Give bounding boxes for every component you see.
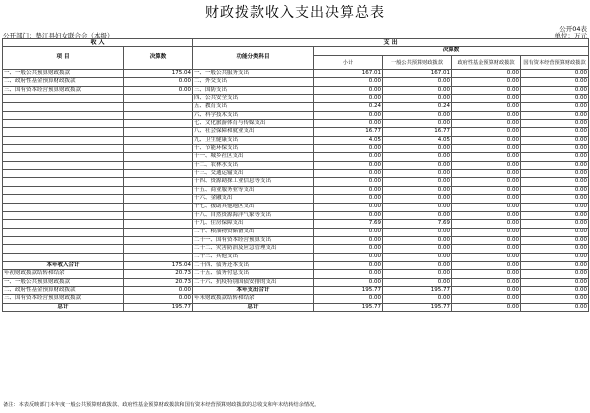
gov-fund-cell: 0.00 <box>452 278 521 286</box>
state-capital-cell: 0.00 <box>521 295 589 303</box>
income-item-cell <box>3 128 124 136</box>
state-capital-cell: 0.00 <box>521 286 589 294</box>
table-row <box>3 170 589 178</box>
table-row <box>3 86 589 94</box>
income-item-cell: 二、政府性基金预算财政拨款 <box>3 78 124 86</box>
income-item-cell <box>3 195 124 203</box>
expense-item-cell: 本年支出合计 <box>193 286 314 294</box>
state-capital-cell: 0.00 <box>521 70 589 78</box>
general-budget-cell: 0.00 <box>383 78 452 86</box>
state-capital-cell: 0.00 <box>521 111 589 119</box>
general-budget-cell: 0.00 <box>383 203 452 211</box>
income-item-cell <box>3 186 124 194</box>
table-row <box>3 70 589 78</box>
state-capital-cell: 0.00 <box>521 120 589 128</box>
income-amount-cell <box>124 95 193 103</box>
general-budget-cell: 167.01 <box>383 70 452 78</box>
gov-fund-cell: 0.00 <box>452 86 521 94</box>
table-row <box>3 95 589 103</box>
general-budget-cell: 0.00 <box>383 111 452 119</box>
subtotal-cell: 0.00 <box>314 195 383 203</box>
income-item-cell <box>3 170 124 178</box>
gov-fund-cell: 0.00 <box>452 253 521 261</box>
income-amount-cell <box>124 245 193 253</box>
subtotal-cell: 0.00 <box>314 170 383 178</box>
expense-item-cell: 十九、住房保障支出 <box>193 220 314 228</box>
state-capital-cell: 0.00 <box>521 161 589 169</box>
expense-item-cell: 二十三、其他支出 <box>193 253 314 261</box>
subtotal-cell: 0.00 <box>314 203 383 211</box>
income-amount-cell <box>124 228 193 236</box>
income-item-cell <box>3 161 124 169</box>
general-budget-cell: 0.00 <box>383 295 452 303</box>
expense-item-cell: 十二、农林水支出 <box>193 161 314 169</box>
general-budget-cell: 0.00 <box>383 270 452 278</box>
general-budget-cell: 0.00 <box>383 236 452 244</box>
state-capital-cell: 0.00 <box>521 86 589 94</box>
expense-item-cell: 四、公共安全支出 <box>193 95 314 103</box>
state-capital-cell: 0.00 <box>521 136 589 144</box>
subtotal-cell: 4.05 <box>314 136 383 144</box>
gov-fund-cell: 0.00 <box>452 295 521 303</box>
general-budget-cell: 195.77 <box>383 303 452 311</box>
expense-item-cell: 十七、援助其他地区支出 <box>193 203 314 211</box>
income-item-cell <box>3 203 124 211</box>
table-row <box>3 261 589 269</box>
expense-item-cell: 九、卫生健康支出 <box>193 136 314 144</box>
state-capital-cell: 0.00 <box>521 186 589 194</box>
function-item-header: 功能分类科目 <box>193 47 314 70</box>
subtotal-cell: 195.77 <box>314 303 383 311</box>
income-amount-cell <box>124 253 193 261</box>
gov-fund-cell: 0.00 <box>452 95 521 103</box>
state-capital-cell: 0.00 <box>521 220 589 228</box>
state-capital-cell: 0.00 <box>521 95 589 103</box>
gov-fund-cell: 0.00 <box>452 220 521 228</box>
state-capital-cell: 0.00 <box>521 303 589 311</box>
table-row <box>3 186 589 194</box>
expense-item-cell: 三、国防支出 <box>193 86 314 94</box>
income-amount-cell: 175.04 <box>124 261 193 269</box>
table-row <box>3 220 589 228</box>
general-budget-cell: 195.77 <box>383 286 452 294</box>
report-title: 财政拨款收入支出决算总表 <box>205 5 385 21</box>
income-item-cell: 总计 <box>3 303 124 311</box>
subtotal-cell: 0.00 <box>314 245 383 253</box>
expense-item-cell: 十三、交通运输支出 <box>193 170 314 178</box>
gov-fund-cell: 0.00 <box>452 261 521 269</box>
table-row <box>3 236 589 244</box>
income-item-cell: 年初财政拨款结转和结余 <box>3 270 124 278</box>
expense-item-cell: 年末财政拨款结转和结余 <box>193 295 314 303</box>
income-item-cell <box>3 136 124 144</box>
income-item-cell <box>3 253 124 261</box>
income-item-cell <box>3 153 124 161</box>
general-budget-cell: 0.00 <box>383 95 452 103</box>
gov-fund-header: 政府性基金预算财政拨款 <box>452 56 521 70</box>
general-budget-cell: 0.00 <box>383 278 452 286</box>
table-row <box>3 161 589 169</box>
income-amount-cell: 175.04 <box>124 70 193 78</box>
state-capital-cell: 0.00 <box>521 261 589 269</box>
gov-fund-cell: 0.00 <box>452 136 521 144</box>
general-budget-cell: 0.00 <box>383 178 452 186</box>
income-item-cell <box>3 103 124 111</box>
expense-item-cell: 七、文化旅游体育与传媒支出 <box>193 120 314 128</box>
table-row <box>3 178 589 186</box>
expense-item-cell: 二、外交支出 <box>193 78 314 86</box>
income-amount-cell <box>124 145 193 153</box>
state-capital-cell: 0.00 <box>521 128 589 136</box>
income-amount-cell: 0.00 <box>124 286 193 294</box>
income-amount-cell: 0.00 <box>124 86 193 94</box>
gov-fund-cell: 0.00 <box>452 203 521 211</box>
expense-item-cell: 二十六、抗疫特别国债安排的支出 <box>193 278 314 286</box>
income-amount-cell <box>124 195 193 203</box>
unit-label: 单位：万元 <box>554 32 587 40</box>
subtotal-cell: 0.00 <box>314 228 383 236</box>
general-budget-cell: 0.00 <box>383 211 452 219</box>
subtotal-cell: 16.77 <box>314 128 383 136</box>
expense-item-cell: 十一、城乡社区支出 <box>193 153 314 161</box>
income-item-cell <box>3 245 124 253</box>
state-capital-cell: 0.00 <box>521 178 589 186</box>
income-amount-cell <box>124 211 193 219</box>
income-item-cell <box>3 178 124 186</box>
income-amount-cell <box>124 178 193 186</box>
subtotal-cell: 0.00 <box>314 278 383 286</box>
gov-fund-cell: 0.00 <box>452 245 521 253</box>
income-amount-cell <box>124 111 193 119</box>
income-amount-cell <box>124 203 193 211</box>
income-amount-cell <box>124 128 193 136</box>
income-amount-cell <box>124 103 193 111</box>
subtotal-cell: 0.00 <box>314 186 383 194</box>
expense-item-cell: 二十二、灾害防治及应急管理支出 <box>193 245 314 253</box>
subtotal-cell: 0.00 <box>314 270 383 278</box>
gov-fund-cell: 0.00 <box>452 170 521 178</box>
income-amount-cell: 20.73 <box>124 270 193 278</box>
state-capital-cell: 0.00 <box>521 78 589 86</box>
table-row <box>3 111 589 119</box>
subtotal-cell: 0.00 <box>314 145 383 153</box>
general-budget-cell: 0.00 <box>383 161 452 169</box>
general-budget-cell: 0.00 <box>383 261 452 269</box>
general-budget-cell: 0.00 <box>383 186 452 194</box>
income-amount-cell <box>124 220 193 228</box>
table-row <box>3 303 589 311</box>
income-item-cell <box>3 95 124 103</box>
state-capital-cell: 0.00 <box>521 228 589 236</box>
subtotal-cell: 0.00 <box>314 78 383 86</box>
subtotal-cell: 167.01 <box>314 70 383 78</box>
gov-fund-cell: 0.00 <box>452 270 521 278</box>
income-item-cell: 本年收入合计 <box>3 261 124 269</box>
gov-fund-cell: 0.00 <box>452 286 521 294</box>
table-row <box>3 128 589 136</box>
expense-item-cell: 十六、金融支出 <box>193 195 314 203</box>
subtotal-cell: 0.00 <box>314 211 383 219</box>
income-item-cell <box>3 111 124 119</box>
state-capital-cell: 0.00 <box>521 203 589 211</box>
table-row <box>3 211 589 219</box>
income-amount-cell: 20.73 <box>124 278 193 286</box>
table-row <box>3 195 589 203</box>
gov-fund-cell: 0.00 <box>452 195 521 203</box>
table-row <box>3 270 589 278</box>
general-budget-cell: 0.00 <box>383 195 452 203</box>
income-amount-cell: 0.00 <box>124 78 193 86</box>
income-item-cell: 二、政府性基金预算财政拨款 <box>3 286 124 294</box>
income-amount-cell <box>124 170 193 178</box>
subtotal-cell: 0.00 <box>314 236 383 244</box>
income-item-cell <box>3 211 124 219</box>
subtotal-cell: 0.00 <box>314 120 383 128</box>
income-item-cell: 三、国有资本经营预算财政拨款 <box>3 295 124 303</box>
general-budget-cell: 16.77 <box>383 128 452 136</box>
income-item-cell <box>3 120 124 128</box>
expense-item-cell: 总计 <box>193 303 314 311</box>
state-capital-cell: 0.00 <box>521 195 589 203</box>
state-capital-cell: 0.00 <box>521 153 589 161</box>
income-amount-cell <box>124 161 193 169</box>
income-item-cell <box>3 220 124 228</box>
general-budget-cell: 0.24 <box>383 103 452 111</box>
table-body <box>3 70 589 312</box>
department-label: 公开部门：垫江县妇女联合会（本级） <box>3 32 114 40</box>
subtotal-cell: 0.00 <box>314 86 383 94</box>
general-budget-cell: 0.00 <box>383 153 452 161</box>
general-budget-cell: 0.00 <box>383 120 452 128</box>
general-budget-cell: 7.69 <box>383 220 452 228</box>
state-capital-cell: 0.00 <box>521 278 589 286</box>
table-row <box>3 136 589 144</box>
gov-fund-cell: 0.00 <box>452 178 521 186</box>
gov-fund-cell: 0.00 <box>452 120 521 128</box>
table-row <box>3 203 589 211</box>
subtotal-cell: 0.00 <box>314 261 383 269</box>
expense-item-cell: 八、社会保障和就业支出 <box>193 128 314 136</box>
gov-fund-cell: 0.00 <box>452 103 521 111</box>
subtotal-cell: 195.77 <box>314 286 383 294</box>
gov-fund-cell: 0.00 <box>452 161 521 169</box>
gov-fund-cell: 0.00 <box>452 236 521 244</box>
subtotal-cell: 0.24 <box>314 103 383 111</box>
income-item-cell <box>3 145 124 153</box>
expense-item-cell: 十八、自然资源海洋气象等支出 <box>193 211 314 219</box>
final-accounts-table <box>2 38 589 312</box>
state-capital-cell: 0.00 <box>521 236 589 244</box>
state-capital-cell: 0.00 <box>521 270 589 278</box>
table-row <box>3 278 589 286</box>
subtotal-header: 小计 <box>314 56 383 70</box>
income-item-cell <box>3 236 124 244</box>
general-budget-cell: 0.00 <box>383 170 452 178</box>
income-header: 收 入 <box>3 39 193 47</box>
income-item-cell <box>3 228 124 236</box>
general-budget-cell: 4.05 <box>383 136 452 144</box>
expense-item-cell: 二十五、债务付息支出 <box>193 270 314 278</box>
gov-fund-cell: 0.00 <box>452 153 521 161</box>
income-amount-cell <box>124 136 193 144</box>
gov-fund-cell: 0.00 <box>452 128 521 136</box>
income-amount-cell <box>124 153 193 161</box>
income-amount-cell <box>124 186 193 194</box>
expense-item-cell: 六、科学技术支出 <box>193 111 314 119</box>
general-budget-header: 一般公共预算财政拨款 <box>383 56 452 70</box>
state-capital-header: 国有资本经营预算财政拨款 <box>521 56 589 70</box>
final-amount-group-header: 决算数 <box>314 47 589 56</box>
income-amount-header: 决算数 <box>124 47 193 70</box>
gov-fund-cell: 0.00 <box>452 303 521 311</box>
subtotal-cell: 0.00 <box>314 253 383 261</box>
gov-fund-cell: 0.00 <box>452 78 521 86</box>
income-item-cell: 一、一般公共预算财政拨款 <box>3 278 124 286</box>
subtotal-cell: 0.00 <box>314 153 383 161</box>
state-capital-cell: 0.00 <box>521 253 589 261</box>
expense-item-cell: 二十一、国有资本经营预算支出 <box>193 236 314 244</box>
table-row <box>3 295 589 303</box>
expense-item-cell: 十四、资源勘探工业信息等支出 <box>193 178 314 186</box>
table-row <box>3 103 589 111</box>
table-row <box>3 120 589 128</box>
general-budget-cell: 0.00 <box>383 245 452 253</box>
expense-item-cell: 二十、粮油物资储备支出 <box>193 228 314 236</box>
table-row <box>3 253 589 261</box>
table-row <box>3 228 589 236</box>
gov-fund-cell: 0.00 <box>452 70 521 78</box>
gov-fund-cell: 0.00 <box>452 211 521 219</box>
item-header: 项 目 <box>3 47 124 70</box>
expense-header: 支 出 <box>193 39 589 47</box>
state-capital-cell: 0.00 <box>521 211 589 219</box>
expense-item-cell: 五、教育支出 <box>193 103 314 111</box>
general-budget-cell: 0.00 <box>383 253 452 261</box>
gov-fund-cell: 0.00 <box>452 228 521 236</box>
income-item-cell: 三、国有资本经营预算财政拨款 <box>3 86 124 94</box>
expense-item-cell: 十五、商业服务业等支出 <box>193 186 314 194</box>
table-row <box>3 145 589 153</box>
table-row <box>3 78 589 86</box>
table-row <box>3 153 589 161</box>
general-budget-cell: 0.00 <box>383 228 452 236</box>
state-capital-cell: 0.00 <box>521 245 589 253</box>
gov-fund-cell: 0.00 <box>452 111 521 119</box>
income-amount-cell <box>124 236 193 244</box>
income-amount-cell <box>124 120 193 128</box>
general-budget-cell: 0.00 <box>383 145 452 153</box>
general-budget-cell: 0.00 <box>383 86 452 94</box>
gov-fund-cell: 0.00 <box>452 145 521 153</box>
income-item-cell: 一、一般公共预算财政拨款 <box>3 70 124 78</box>
expense-item-cell: 一、一般公共服务支出 <box>193 70 314 78</box>
subtotal-cell: 0.00 <box>314 295 383 303</box>
expense-item-cell: 二十四、债务还本支出 <box>193 261 314 269</box>
subtotal-cell: 7.69 <box>314 220 383 228</box>
footnote: 备注：本表反映部门本年度一般公共预算财政拨款、政府性基金预算财政拨款和国有资本经营预算财政拨款的总收支和年末结转结余情况。 <box>3 402 320 408</box>
expense-item-cell: 十、节能环保支出 <box>193 145 314 153</box>
gov-fund-cell: 0.00 <box>452 186 521 194</box>
form-code: 公开04表 <box>559 25 587 33</box>
subtotal-cell: 0.00 <box>314 95 383 103</box>
income-amount-cell: 0.00 <box>124 295 193 303</box>
subtotal-cell: 0.00 <box>314 178 383 186</box>
state-capital-cell: 0.00 <box>521 145 589 153</box>
income-amount-cell: 195.77 <box>124 303 193 311</box>
state-capital-cell: 0.00 <box>521 170 589 178</box>
subtotal-cell: 0.00 <box>314 161 383 169</box>
table-row <box>3 245 589 253</box>
table-row <box>3 286 589 294</box>
state-capital-cell: 0.00 <box>521 103 589 111</box>
subtotal-cell: 0.00 <box>314 111 383 119</box>
